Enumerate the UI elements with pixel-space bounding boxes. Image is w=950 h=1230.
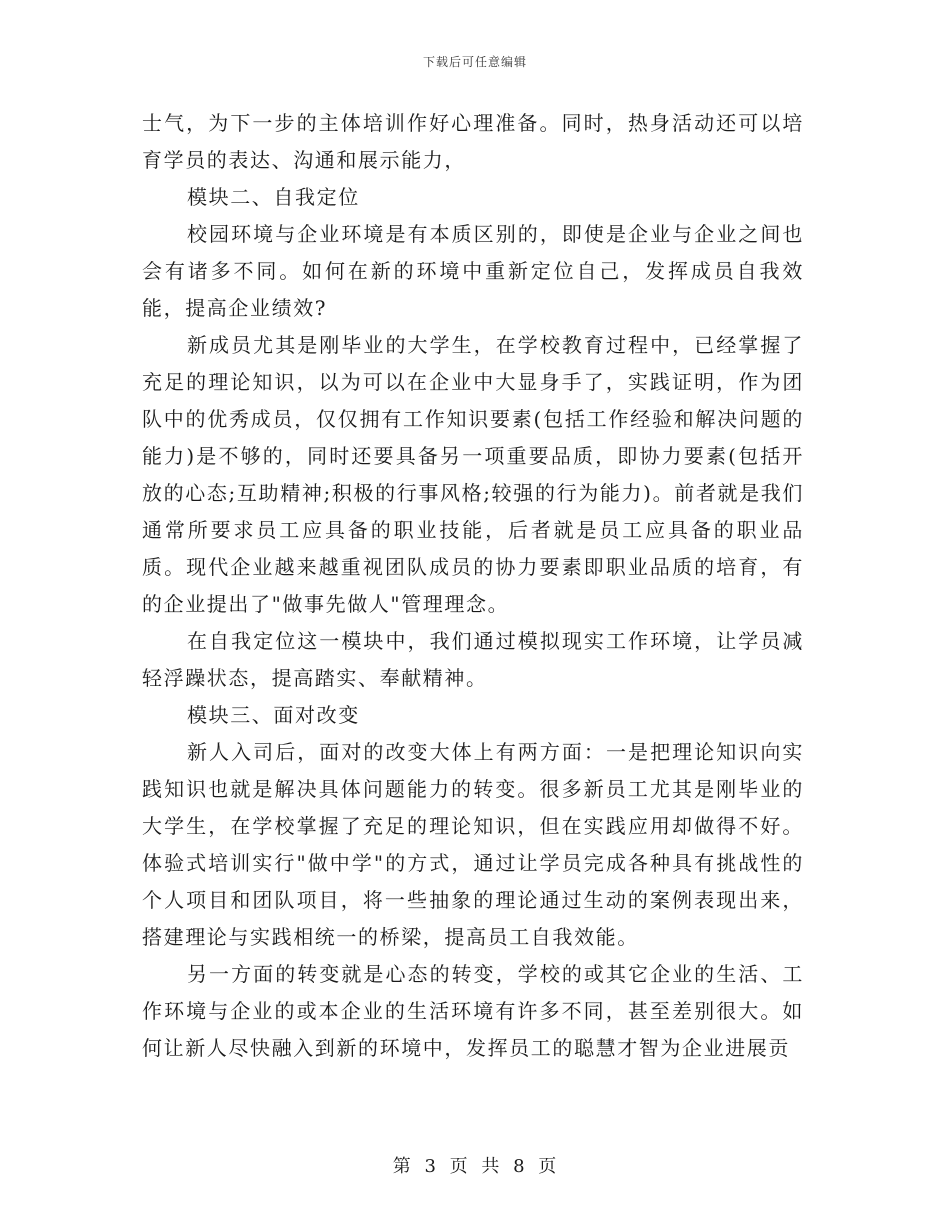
paragraph: 另一方面的转变就是心态的转变，学校的或其它企业的生活、工作环境与企业的或本企业的生活环境有许多不同，甚至差别很大。如何让新人尽快融入到新的环境中，发挥员工的聪慧才智为企业进展贡 xyxy=(142,962,804,1060)
paragraph: 新人入司后，面对的改变大体上有两方面：一是把理论知识向实践知识也就是解决具体问题能力的转变。很多新员工尤其是刚毕业的大学生，在学校掌握了充足的理论知识，但在实践应用却做得不好。体验式培训实行"做中学"的方式，通过让学员完成各种具有挑战性的个人项目和团队项目，将一些抽象的理论通过生动的案例表现出来，搭建理论与实践相统一的桥梁，提高员工自我效能。 xyxy=(142,740,804,949)
paragraph: 新成员尤其是刚毕业的大学生，在学校教育过程中，已经掌握了充足的理论知识，以为可以在企业中大显身手了，实践证明，作为团队中的优秀成员，仅仅拥有工作知识要素(包括工作经验和解决问题的能力)是不够的，同时还要具备另一项重要品质，即协力要素(包括开放的心态;互助精神;积极的行事风格;较强的行为能力)。前者就是我们通常所要求员工应具备的职业技能，后者就是员工应具备的职业品质。现代企业越来越重视团队成员的协力要素即职业品质的培育，有的企业提出了"做事先做人"管理理念。 xyxy=(142,333,804,616)
page-header: 下载后可任意编辑 xyxy=(422,55,527,69)
paragraph: 校园环境与企业环境是有本质区别的，即使是企业与企业之间也会有诸多不同。如何在新的环境中重新定位自己，发挥成员自我效能，提高企业绩效? xyxy=(142,222,804,320)
paragraph-continuation: 士气，为下一步的主体培训作好心理准备。同时，热身活动还可以培育学员的表达、沟通和展示能力， xyxy=(142,111,804,172)
document-body xyxy=(142,105,804,1067)
paragraph: 在自我定位这一模块中，我们通过模拟现实工作环境，让学员减轻浮躁状态，提高踏实、奉献精神。 xyxy=(142,629,804,690)
page-number: 第 3 页 共 8 页 xyxy=(392,1156,558,1177)
section-heading-module-2: 模块二、自我定位 xyxy=(187,185,360,209)
section-heading-module-3: 模块三、面对改变 xyxy=(187,703,360,727)
